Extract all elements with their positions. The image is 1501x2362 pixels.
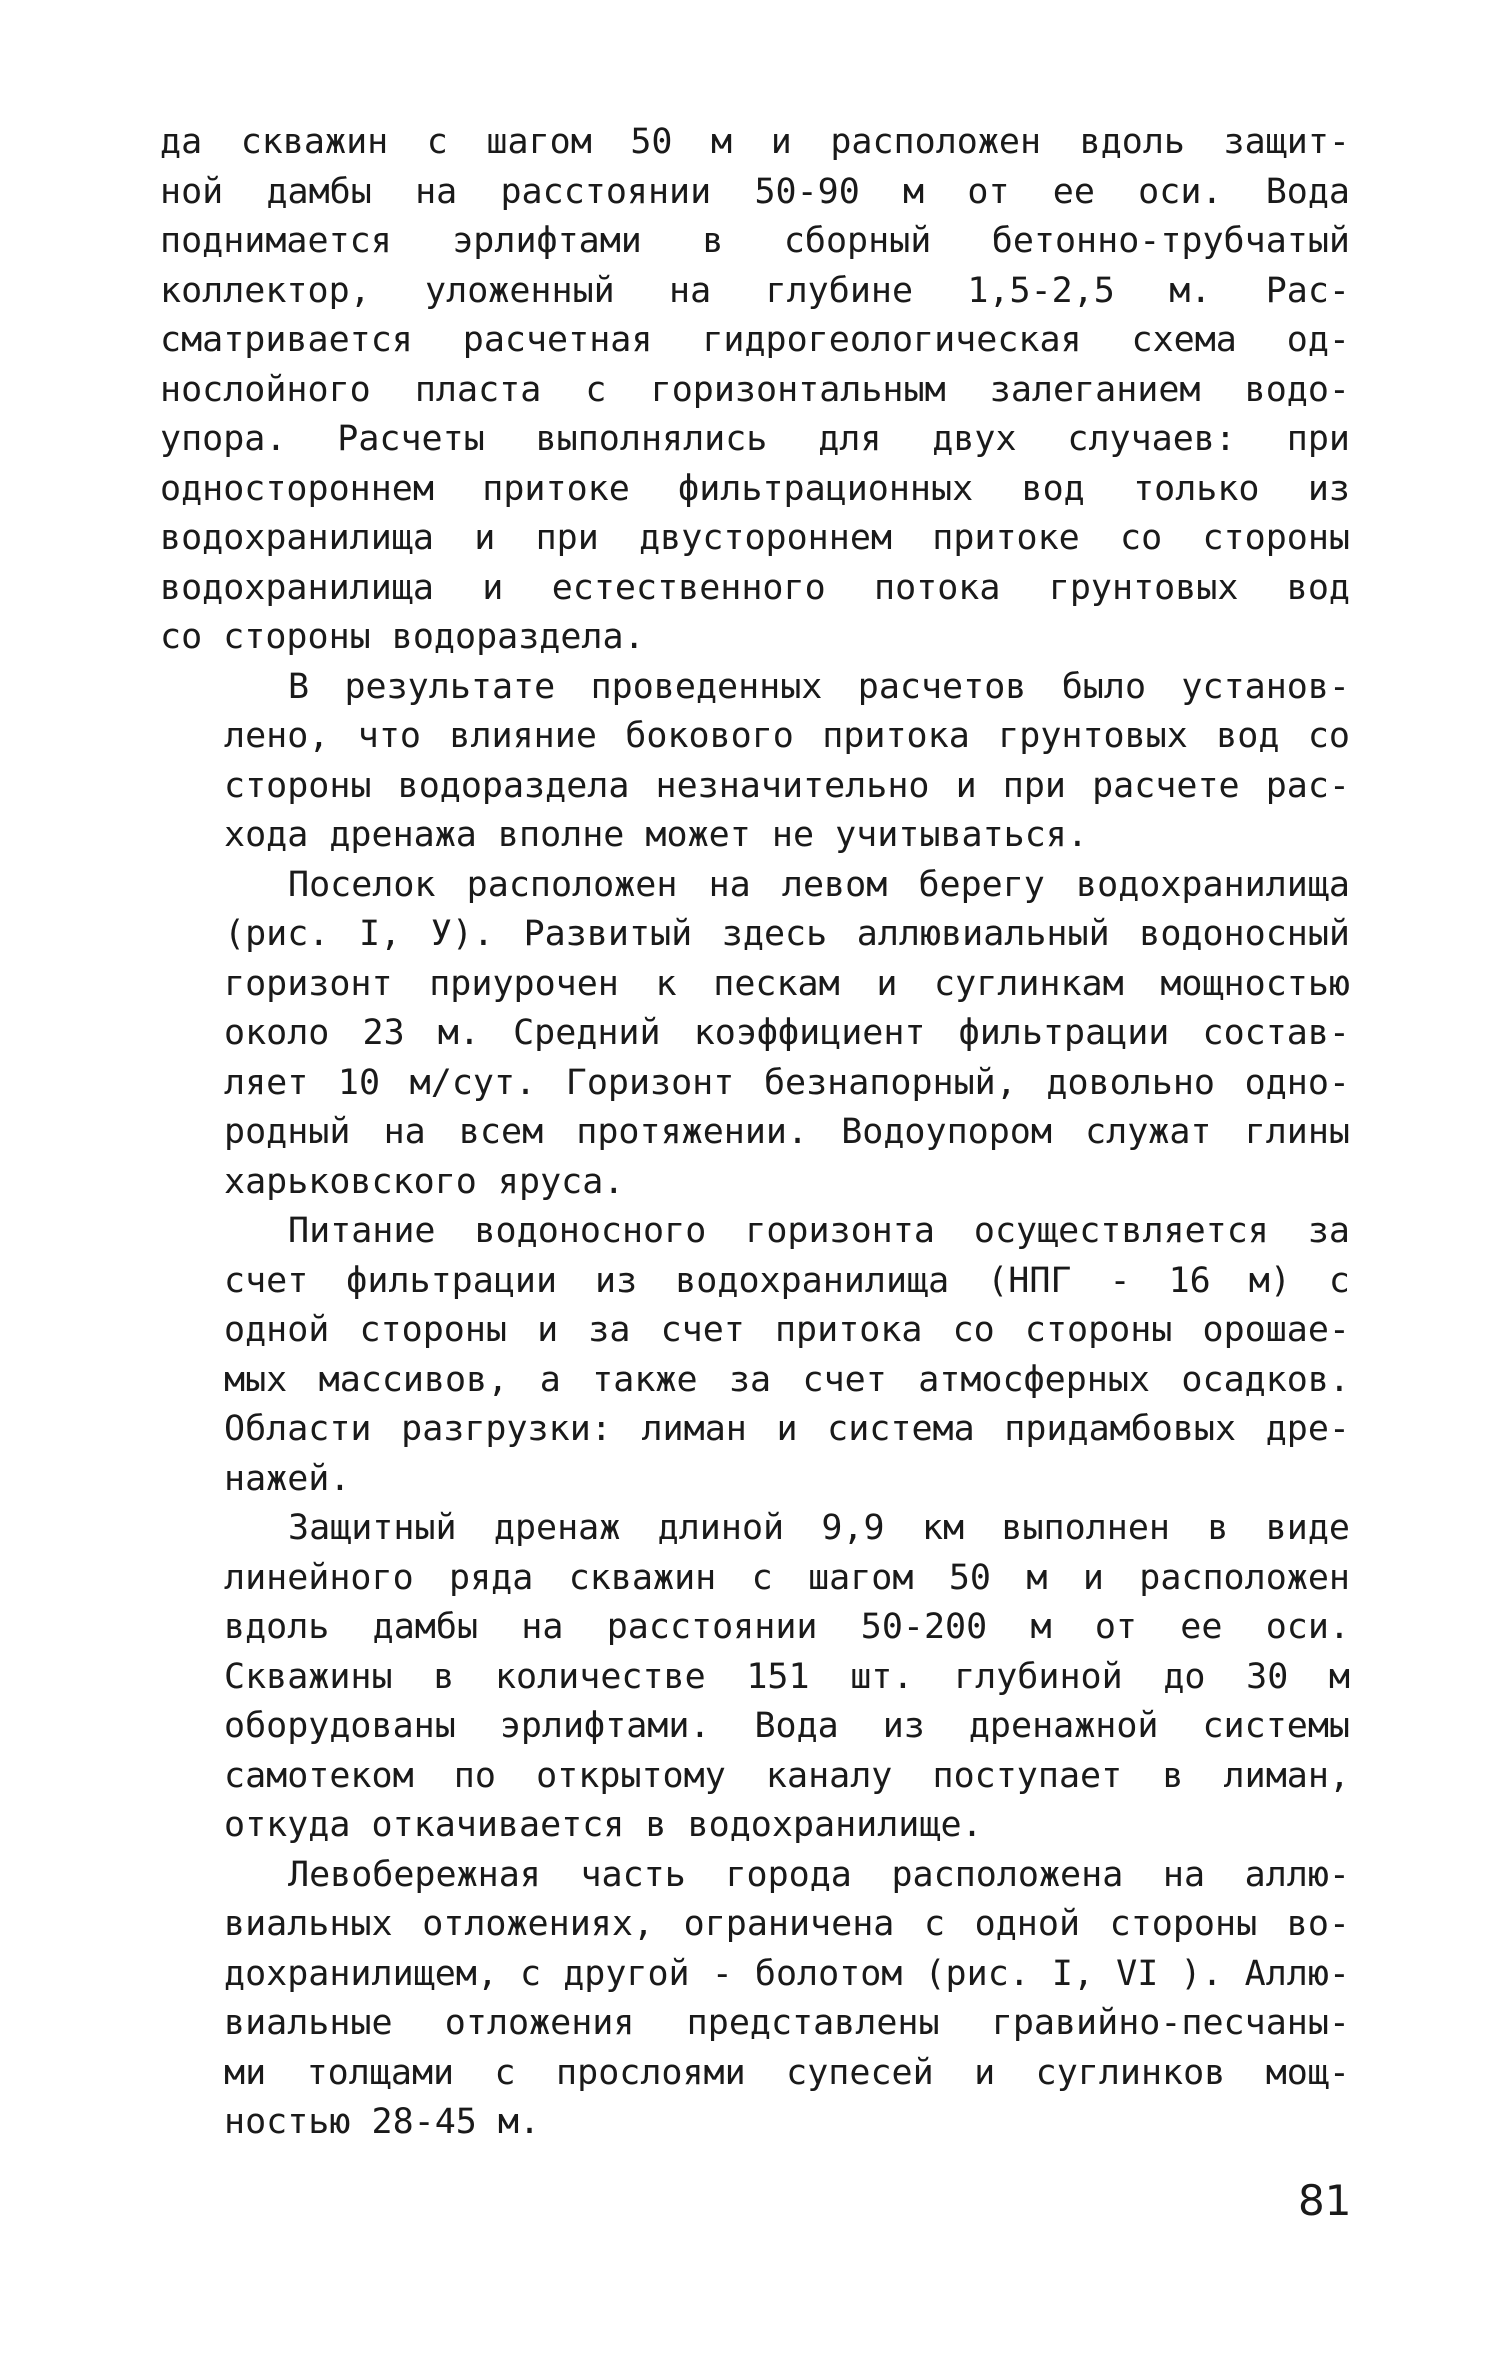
text-line: родный на всем протяжении. Водоупором служат глины [224,1112,1350,1152]
text-line: самотеком по открытому каналу поступает в лиман, [224,1755,1350,1796]
text-line: водохранилища и естественного потока грунтовых вод [160,567,1350,608]
paragraph [160,1207,1350,1504]
paragraph [160,118,1350,663]
text-line: Поселок расположен на левом берегу водохранилища [288,864,1350,905]
text-line: Питание водоносного горизонта осуществляется за [288,1211,1350,1251]
body-text [160,118,1350,2148]
text-line: оборудованы эрлифтами. Вода из дренажной системы [224,1706,1350,1746]
text-line: нослойного пласта с горизонтальным залеганием водо- [160,369,1350,410]
text-line: мых массивов, а также за счет атмосферных осадков. [224,1359,1350,1400]
text-line: одной стороны и за счет притока со стороны орошае- [224,1310,1350,1350]
text-line: линейного ряда скважин с шагом 50 м и расположен [224,1557,1350,1598]
text-line: упора. Расчеты выполнялись для двух случаев: при [160,419,1350,459]
text-line: Защитный дренаж длиной 9,9 км выполнен в виде [288,1508,1350,1548]
text-line: коллектор, уложенный на глубине 1,5-2,5 м. Рас- [160,270,1350,311]
text-line: Области разгрузки: лиман и система придамбовых дре- [224,1409,1350,1449]
text-line: ностью 28-45 м. [224,2102,541,2142]
text-line: виальных отложениях, ограничена с одной стороны во- [224,1904,1350,1944]
text-line: В результате проведенных расчетов было установ- [288,666,1350,707]
text-line: стороны водораздела незначительно и при расчете рас- [224,765,1350,806]
text-line: сматривается расчетная гидрогеологическая схема од- [160,320,1350,360]
text-line: лено, что влияние бокового притока грунтовых вод со [224,716,1350,756]
text-line: нажей. [224,1458,351,1499]
page-number: 81 [1298,2176,1352,2225]
paragraph [160,861,1350,1208]
text-line: поднимается эрлифтами в сборный бетонно-трубчатый [160,221,1350,261]
text-line: да скважин с шагом 50 м и расположен вдоль защит- [160,122,1350,162]
paragraph [160,663,1350,861]
paragraph [160,1851,1350,2148]
text-line: (рис. I, У). Развитый здесь аллювиальный водоносный [224,914,1350,954]
text-line: ми толщами с прослоями супесей и суглинков мощ- [224,2052,1350,2093]
text-line: горизонт приурочен к пескам и суглинкам мощностью [224,963,1350,1004]
text-line: ляет 10 м/сут. Горизонт безнапорный, довольно одно- [224,1062,1350,1103]
text-line: откуда откачивается в водохранилище. [224,1805,983,1845]
text-line: Левобережная часть города расположена на аллю- [288,1854,1350,1895]
text-line: хода дренажа вполне может не учитываться. [224,815,1088,855]
text-line: счет фильтрации из водохранилища (НПГ - 16 м) с [224,1260,1350,1301]
text-line: Скважины в количестве 151 шт. глубиной до 30 м [224,1656,1350,1697]
text-line: одностороннем притоке фильтрационных вод только из [160,468,1350,509]
text-line: ной дамбы на расстоянии 50-90 м от ее оси. Вода [160,171,1350,212]
text-line: вдоль дамбы на расстоянии 50-200 м от ее оси. [224,1607,1350,1647]
text-line: со стороны водораздела. [160,617,645,657]
text-line: виальные отложения представлены гравийно-песчаны- [224,2003,1350,2043]
text-line: водохранилища и при двустороннем притоке со стороны [160,518,1350,558]
text-line: около 23 м. Средний коэффициент фильтрации состав- [224,1013,1350,1053]
text-line: дохранилищем, с другой - болотом (рис. I, VI ). Аллю- [224,1953,1350,1994]
paragraph [160,1504,1350,1851]
text-line: харьковского яруса. [224,1161,625,1202]
